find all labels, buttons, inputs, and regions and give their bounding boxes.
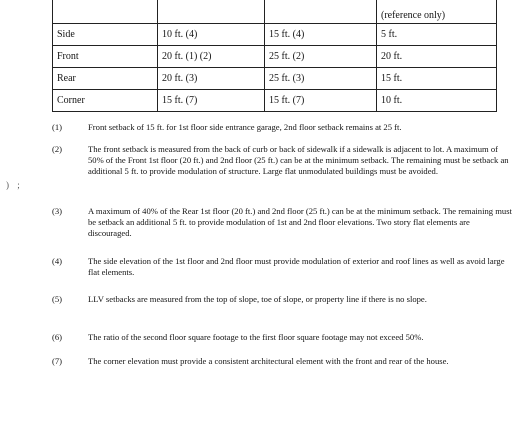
row-label: Rear bbox=[53, 68, 158, 90]
footnote-text: Front setback of 15 ft. for 1st floor side entrance garage, 2nd floor setback remains at 25 ft. bbox=[88, 122, 402, 132]
footnote-2 bbox=[52, 144, 512, 177]
footnote-text: The side elevation of the 1st floor and 2nd floor must provide modulation of exterior and roof lines as well as avoid large flat elements. bbox=[88, 256, 505, 277]
table-cell: 25 ft. (2) bbox=[265, 46, 377, 68]
header-cell-reference: (reference only) bbox=[377, 0, 497, 24]
row-label: Corner bbox=[53, 90, 158, 112]
table-cell: 15 ft. (7) bbox=[265, 90, 377, 112]
table-row-corner bbox=[53, 90, 497, 112]
table-row-front bbox=[53, 46, 497, 68]
footnote-text: The corner elevation must provide a consistent architectural element with the front and rear of the house. bbox=[88, 356, 449, 366]
table-cell: 20 ft. (3) bbox=[158, 68, 265, 90]
header-cell bbox=[158, 0, 265, 24]
table-cell: 25 ft. (3) bbox=[265, 68, 377, 90]
table-cell: 20 ft. (1) (2) bbox=[158, 46, 265, 68]
table-cell: 10 ft. (4) bbox=[158, 24, 265, 46]
row-label: Front bbox=[53, 46, 158, 68]
header-cell bbox=[53, 0, 158, 24]
footnote-number: (2) bbox=[52, 144, 63, 154]
footnote-number: (1) bbox=[52, 122, 63, 132]
table-row-side bbox=[53, 24, 497, 46]
table-cell: 20 ft. bbox=[377, 46, 497, 68]
footnote-4 bbox=[52, 256, 512, 278]
header-cell bbox=[265, 0, 377, 24]
footnote-text: The front setback is measured from the back of curb or back of sidewalk if a sidewalk is adjacent to lot. A maximum of 50% of the Front 1st floor (20 ft.) and 2nd floor (25 ft.) can be at the minimum setback. The remaining must be setback an additional 5 ft. to provide modulation of structure. Large flat unmodulated buildings must be avoided. bbox=[88, 144, 509, 176]
table-cell: 15 ft. bbox=[377, 68, 497, 90]
footnote-number: (6) bbox=[52, 332, 63, 342]
table-cell: 5 ft. bbox=[377, 24, 497, 46]
footnote-text: The ratio of the second floor square footage to the first floor square footage may not exceed 50%. bbox=[88, 332, 424, 342]
footnote-number: (4) bbox=[52, 256, 63, 266]
table-cell: 15 ft. (7) bbox=[158, 90, 265, 112]
setback-table bbox=[52, 0, 497, 112]
footnote-6 bbox=[52, 332, 512, 343]
table-cell: 10 ft. bbox=[377, 90, 497, 112]
footnote-text: A maximum of 40% of the Rear 1st floor (20 ft.) and 2nd floor (25 ft.) can be at the minimum setback. The remaining must be setback an additional 5 ft. to provide modulation of 1st and 2nd floor elevations. Two story flat elements are discouraged. bbox=[88, 206, 512, 238]
table-row-rear bbox=[53, 68, 497, 90]
footnote-number: (3) bbox=[52, 206, 63, 216]
table-header-row bbox=[53, 0, 497, 24]
footnote-text: LLV setbacks are measured from the top of slope, toe of slope, or property line if there is no slope. bbox=[88, 294, 427, 304]
row-label: Side bbox=[53, 24, 158, 46]
footnote-7 bbox=[52, 356, 512, 367]
margin-scribble: ) ; bbox=[6, 180, 23, 190]
footnote-number: (5) bbox=[52, 294, 63, 304]
table-cell: 15 ft. (4) bbox=[265, 24, 377, 46]
footnote-1 bbox=[52, 122, 512, 133]
footnote-number: (7) bbox=[52, 356, 63, 366]
footnote-3 bbox=[52, 206, 512, 239]
footnote-5 bbox=[52, 294, 512, 305]
